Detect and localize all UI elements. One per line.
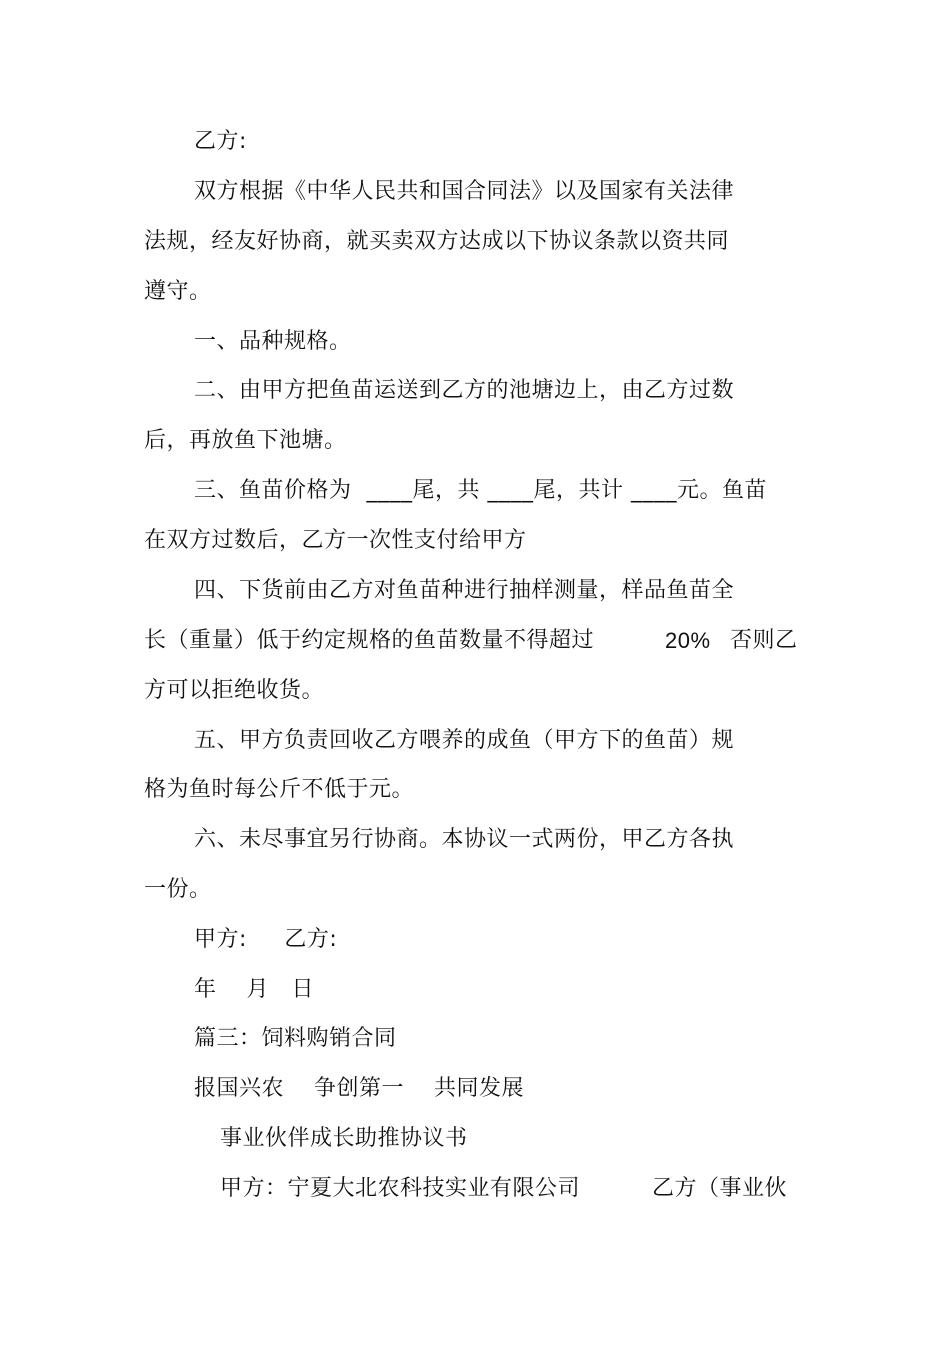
signature-parties: 甲方: 乙方: bbox=[194, 927, 338, 952]
preamble-line-3: 遵守。 bbox=[144, 279, 212, 304]
clause-4-line-1: 四、下货前由乙方对鱼苗种进行抽样测量，样品鱼苗全 bbox=[194, 578, 735, 603]
clause-2-line-2: 后，再放鱼下池塘。 bbox=[144, 428, 347, 453]
signature-date: 年 月 日 bbox=[194, 977, 314, 1002]
party-b-partner: 乙方（事业伙 bbox=[652, 1176, 788, 1201]
clause-6-line-1: 六、未尽事宜另行协商。本协议一式两份，甲乙方各执 bbox=[194, 827, 735, 852]
agreement-title: 事业伙伴成长助推协议书 bbox=[220, 1126, 468, 1151]
clause-6-line-2: 一份。 bbox=[144, 877, 212, 902]
clause-4-line-2: 长（重量）低于约定规格的鱼苗数量不得超过 bbox=[144, 628, 595, 653]
clause-4-line-3: 方可以拒绝收货。 bbox=[144, 678, 325, 703]
preamble-line-1: 双方根据《中华人民共和国合同法》以及国家有关法律 bbox=[194, 179, 735, 204]
clause-5-line-1: 五、甲方负责回收乙方喂养的成鱼（甲方下的鱼苗）规 bbox=[194, 728, 735, 753]
clause-4-percentage: 20% bbox=[665, 628, 711, 653]
clause-3-line-2: 在双方过数后，乙方一次性支付给甲方 bbox=[144, 528, 527, 553]
section-3-heading: 篇三：饲料购销合同 bbox=[194, 1026, 397, 1051]
slogan: 报国兴农 争创第一 共同发展 bbox=[194, 1076, 524, 1101]
clause-4-line-2-end: 否则乙 bbox=[730, 628, 798, 653]
clause-1: 一、品种规格。 bbox=[194, 329, 352, 354]
preamble-line-2: 法规，经友好协商，就买卖双方达成以下协议条款以资共同 bbox=[144, 229, 730, 254]
clause-2-line-1: 二、由甲方把鱼苗运送到乙方的池塘边上，由乙方过数 bbox=[194, 378, 735, 403]
party-b-label: 乙方: bbox=[194, 129, 247, 154]
clause-3-line-1: 三、鱼苗价格为 ____尾，共 ____尾，共计 ____元。鱼苗 bbox=[194, 478, 767, 503]
party-a-company: 甲方：宁夏大北农科技实业有限公司 bbox=[220, 1176, 581, 1201]
clause-5-line-2: 格为鱼时每公斤不低于元。 bbox=[144, 777, 415, 802]
